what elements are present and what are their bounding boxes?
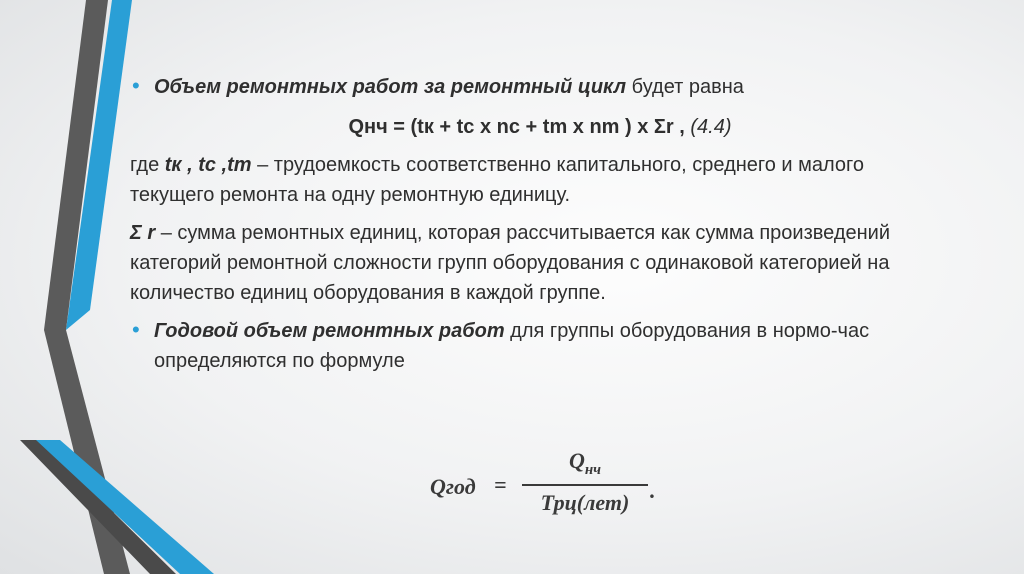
para2-symbol: Σ r <box>130 222 156 244</box>
formula2-denominator: Трц(лет) <box>540 490 630 515</box>
slide-content <box>130 72 950 376</box>
paragraph-sum-units <box>130 218 950 308</box>
blue-stripe-bottom <box>36 440 214 574</box>
bullet-item-2 <box>130 316 950 376</box>
formula2-num-main: Q <box>568 448 585 473</box>
formula2-end: . <box>650 478 656 503</box>
para2-text: – сумма ремонтных единиц, которая рассчитывается как сумма произведений категорий ремонтной сложности групп оборудования с одинаковой категорией на количество единиц оборудования в каждой группе. <box>130 222 891 304</box>
bullet-item-1 <box>130 72 950 102</box>
bullet-dot-icon: • <box>132 317 140 342</box>
bullet2-rest-text: для группы оборудования в нормо-час определяются по формуле <box>154 320 870 372</box>
formula2-num-sub: нч <box>584 462 602 478</box>
formula-qgod <box>430 448 670 528</box>
formula1-main: Qнч = (tк + tc x nc + tm x nm ) x Σr , <box>348 116 685 138</box>
formula1-number: (4.4) <box>684 116 732 138</box>
bullet1-bold-text: Объем ремонтных работ за ремонтный цикл <box>154 76 627 98</box>
fraction-bar <box>522 484 648 486</box>
bullet2-bold-text: Годовой объем ремонтных работ <box>154 320 505 342</box>
para1-prefix: где <box>130 154 165 176</box>
paragraph-labor-intensity <box>130 150 950 210</box>
para1-text: – трудоемкость соответственно капитального, среднего и малого текущего ремонта на одну ремонтную единицу. <box>130 154 865 206</box>
formula2-equals: = <box>494 472 507 497</box>
formula2-lhs: Qгод <box>430 474 476 499</box>
bullet-dot-icon: • <box>132 73 140 98</box>
para1-vars: tк , tc ,tm <box>164 154 252 176</box>
formula2-numerator <box>522 448 648 478</box>
formula-qnch <box>130 112 950 142</box>
bullet1-rest-text: будет равна <box>626 76 744 98</box>
